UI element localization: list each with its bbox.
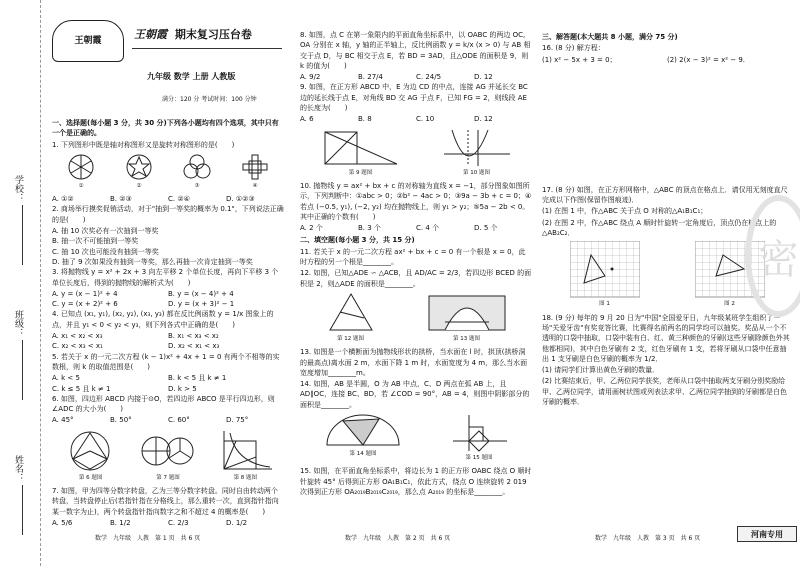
option-c: C. x₂ < x₃ < x₁: [52, 342, 103, 351]
option-a: A. 抽 10 次奖必有一次抽到一等奖: [52, 227, 159, 236]
question-18-part-2: (2) 比赛结束后，甲、乙两位同学获奖，老师从口袋中抽取两支牙刷分别奖励给甲、乙两位同学，请用画树状图或列表法求甲、乙两位同学抽到的牙刷都是白色牙刷的概率．: [542, 377, 787, 407]
brand-name: 王朝霞: [134, 28, 167, 41]
question-1-figures: [52, 153, 284, 191]
question-15: 15. 如图，在平面直角坐标系中，将边长为 1 的正方形 OABC 绕点 O 顺时针旋转 45° 后得到正方形 OA₁B₁C₁，依此方式，绕点 O 连续旋转 2 019 次得到正方形 OA₂₀₁₉B₂₀₁₉C₂₀₁₉，那么点 A₂₀₁₉ 的坐标是________。: [300, 467, 532, 496]
figure-7-caption: 第 7 题图: [156, 474, 180, 481]
question-3-options: [52, 289, 284, 310]
exam-title: [134, 30, 252, 40]
option-c: C. ②④: [168, 195, 190, 204]
option-a: A. 2 个: [300, 224, 323, 233]
figure-6: [63, 429, 118, 483]
question-14: 14. 如图，AB 是半圆，O 为 AB 中点，C、D 两点在弧 AB 上，且 AD∥OC，连接 BC、BD，若 ∠COD = 90°，AB = 4，则图中阴影部分的面积是________。: [300, 380, 530, 409]
option-c: C. 24/5: [416, 73, 442, 82]
figure-9-caption: 第 9 题图: [348, 169, 373, 176]
page-3-footer: 数学 九年级 人教 第 3 页 共 6 页: [595, 535, 701, 542]
figure-1-c: [183, 153, 211, 191]
figures-14-15: [300, 413, 532, 463]
column-1: [52, 20, 284, 528]
question-18: 18. (9 分) 每年的 9 月 20 日为"中国"全国爱牙日，九年级某班学生组织了一场"关爱牙齿"有奖竞答比赛，比赛得名前两名的同学均可以抽奖。奖品从一个不透明的口袋中抽取，口袋中装有白、红、黄三种颜色的牙刷(这些牙刷除颜色外其他都相同)，其中白色牙刷有 2 支，红色牙刷有 1 支，若将牙刷从口袋中任意抽出 1 支牙刷是白色牙刷的概率为 1/2．: [542, 313, 790, 363]
triangle-diagram: [326, 292, 376, 334]
question-1-options: [52, 194, 284, 204]
question-3: 3. 将抛物线 y = x² + 2x + 3 向左平移 2 个单位长度，再向下平移 3 个单位长度后，得到的抛物线的解析式为( ): [52, 268, 279, 287]
question-16: 16. (8 分) 解方程：: [542, 44, 605, 53]
option-a: A. 45°: [52, 416, 74, 425]
figure-8: [218, 429, 273, 483]
figure-6-caption: 第 6 题图: [78, 474, 103, 481]
region-stamp: 河南专用: [737, 526, 797, 542]
spinner-diagram: [140, 429, 195, 473]
page-1-footer: 数学 九年级 人教 第 1 页 共 6 页: [95, 535, 201, 542]
question-9: 9. 如图，在正方形 ABCD 中，E 为边 CD 的中点，连接 AG 并延长交 BC 边的延长线于点 E，对角线 BD 交 AG 于点 F，已知 FG = 2，则线段 AE 的长度为( ): [300, 83, 528, 113]
grid-figure-1-caption: 图 1: [599, 301, 610, 308]
figure-15: [449, 413, 509, 463]
section-3-heading: 三、解答题(本大题共 8 小题，满分 75 分): [542, 33, 678, 41]
question-17-part-2: (2) 在图 2 中，作△ABC 绕点 A 顺时针旋转一定角度后，顶点仍在格点上的△AB₂C₂．: [542, 218, 777, 238]
figure-12: [326, 292, 376, 344]
question-18-part-1: (1) 请同学们计算出黄色牙刷的数量．: [542, 366, 660, 375]
option-b: B. 1/2: [110, 518, 131, 527]
figure-1-c-label: ③: [194, 182, 200, 189]
figure-12-caption: 第 12 题图: [337, 335, 364, 342]
option-a: A. ①②: [52, 195, 74, 204]
question-6-options: [52, 415, 284, 425]
option-b: B. 50°: [110, 416, 132, 425]
question-7-options: [52, 518, 284, 528]
question-8-options: [300, 72, 532, 82]
option-b: B. 3 个: [358, 224, 381, 233]
option-d: D. 75°: [226, 416, 249, 425]
column-2: [300, 30, 532, 498]
figure-14-caption: 第 14 题图: [349, 451, 377, 458]
option-d: D. 5 个: [474, 224, 498, 233]
school-line: [22, 205, 23, 265]
option-c: C. 2/3: [168, 518, 189, 527]
name-line: [22, 485, 23, 535]
option-b: B. ②③: [110, 195, 132, 204]
grid-figure-2-caption: 图 2: [724, 301, 735, 308]
lattice-icon: [241, 153, 269, 181]
class-line: [22, 340, 23, 400]
question-4-options: [52, 331, 284, 352]
question-2: 2. 商场举行摸奖促销活动，对于"抽到一等奖的概率为 0.1"，下列说法正确的是( ): [52, 205, 284, 224]
binding-margin: [0, 0, 41, 566]
page-2-footer: 数学 九年级 人教 第 2 页 共 6 页: [345, 535, 451, 542]
option-a: A. 9/2: [300, 73, 321, 82]
question-9-options: [300, 114, 532, 124]
option-d: D. 12: [474, 115, 493, 124]
section-2-heading: 二、填空题(每小题 3 分，共 15 分): [300, 236, 415, 245]
option-b: B. 27/4: [358, 73, 383, 82]
question-5: 5. 若关于 x 的一元二次方程 (k − 1)x² + 4x + 1 = 0 有两个不相等的实数根，则 k 的取值范围是( ): [52, 352, 280, 371]
option-b: B. k < 5 且 k ≠ 1: [168, 374, 227, 383]
question-16-part-2: (2) 2(x − 3)² = x² − 9.: [667, 55, 746, 64]
figure-1-a: [67, 153, 95, 191]
option-a: A. y = (x − 1)² + 4: [52, 289, 118, 298]
question-10-options: [300, 223, 532, 233]
question-4: 4. 已知点 (x₁, y₁), (x₂, y₂), (x₃, y₃) 都在反比例函数 y = 1/x 图象上的点，并且 y₁ < 0 < y₂ < y₃，则下列各式中正确的是( ): [52, 310, 274, 329]
exam-header: [52, 20, 284, 116]
question-2-options: [52, 226, 284, 267]
figure-10: [442, 128, 512, 178]
question-1: 1. 下列图形中既是轴对称图形又是旋转对称图形的是( ): [52, 140, 235, 149]
option-c: C. 10: [416, 115, 435, 124]
option-c: C. 抽 10 次也可能没有抽到一等奖: [52, 247, 159, 256]
option-d: D. y = (x + 3)² − 1: [168, 300, 235, 309]
figure-1-b-label: ②: [136, 182, 142, 189]
question-7: 7. 如图，甲为四等分数字转盘，乙为三等分数字转盘。同时自由转动两个转盘，当转盘停止后(若指针指在分格线上，那么重转一次，直到指针指向某一数字为止)，两个转盘指针指向数字之和不超过 4 的概率是( ): [52, 487, 279, 516]
star-circle-icon: [125, 153, 153, 181]
option-a: A. x₁ < x₂ < x₃: [52, 332, 103, 341]
grid-triangle-diagram: [570, 241, 640, 299]
trefoil-icon: [183, 153, 211, 181]
square-diagram: [321, 128, 401, 168]
question-16-parts: [542, 55, 792, 65]
question-10: 10. 抛物线 y = ax² + bx + c 的对称轴为直线 x = −1，部分图象如图所示，下列判断中：①abc > 0；②b² − 4ac > 0；③9a − 3b + c = 0；④若点 (−0.5, y₁), (−2, y₂) 均在抛物线上，则 y₁ > y₂；⑤5a − 2b < 0。其中正确的个数有( ): [300, 181, 532, 221]
figures-6-8: [52, 429, 284, 483]
exam-subtitle: 九年级 数学 上册 人教版: [147, 72, 236, 81]
question-11: 11. 若关于 x 的一元二次方程 ax² + bx + c = 0 有一个根是 x = 0，此时方程的另一个根是________。: [300, 247, 526, 267]
figure-1-b: [125, 153, 153, 191]
class-label: 班级：: [13, 310, 23, 337]
option-a: A. k < 5: [52, 374, 80, 383]
arch-bridge-diagram: [427, 292, 507, 334]
parabola-diagram: [442, 128, 512, 168]
question-17: 17. (8 分) 如图，在正方形网格中，△ABC 的顶点在格点上．请仅用无刻度直尺完成以下作图(保留作图痕迹)．: [542, 185, 788, 205]
exam-meta: 满分：120 分 考试时间：100 分钟: [162, 96, 257, 103]
school-label: 学校：: [13, 175, 23, 202]
figures-12-13: [300, 292, 532, 344]
option-d: D. x₂ < x₁ < x₃: [168, 342, 220, 351]
question-12: 12. 如图，已知△ADE ∽ △ACB，且 AD/AC = 2/3，若四边形 BCED 的面积是 2，则△ADE 的面积是________。: [300, 269, 532, 288]
title-rule: [132, 48, 282, 49]
option-d: D. ①②③: [226, 195, 255, 204]
figure-13: [427, 292, 507, 344]
figure-9: [321, 128, 401, 178]
figure-15-caption: 第 15 题图: [465, 455, 493, 462]
option-a: A. 6: [300, 115, 314, 124]
option-a: A. 5/6: [52, 518, 73, 527]
option-d: D. k > 5: [168, 384, 197, 393]
grid-figure-1: [570, 241, 640, 309]
figure-10-caption: 第 10 题图: [463, 169, 490, 176]
question-17-part-1: (1) 在图 1 中，作△ABC 关于点 O 对称的△A₁B₁C₁；: [542, 207, 708, 216]
option-b: B. y = (x − 4)² + 4: [168, 289, 234, 298]
name-label: 姓名：: [13, 455, 23, 482]
question-5-options: [52, 373, 284, 394]
question-13: 13. 如图是一个横断面为抛物线形状的拱桥，当水面在 l 时，拱顶(拱桥洞的最高点)离水面 2 m，水面下降 1 m 时，水面宽度为 4 m，那么当水面宽度增加________m。: [300, 348, 528, 377]
section-1-heading: 一、选择题(每小题 3 分，共 30 分)下列各小题均有四个选项，其中只有一个是正确的。: [52, 119, 279, 138]
answer-space-16: [542, 65, 792, 185]
option-c: C. y = (x + 2)² + 6: [52, 300, 118, 309]
figure-1-d: [241, 153, 269, 191]
figure-13-caption: 第 13 题图: [453, 335, 480, 342]
figure-7: [140, 429, 195, 483]
question-8: 8. 如图，点 C 在第一象限内的平面直角坐标系中，以 OABC 的两边 OC, OA 分别在 x 轴，y 轴的正半轴上，反比例函数 y = k/x (x > 0) 与 AB 相交于点 D，与 BC 相交于点 E，若 BD = 3AD，且△ODE 的面积是 9，则 k 的值为( ): [300, 31, 531, 70]
question-6: 6. 如图，四边形 ABCD 内接于⊙O，若四边形 ABCO 是平行四边形，则∠ADC 的大小为( ): [52, 394, 275, 414]
option-b: B. 抽一次不可能抽到一等奖: [52, 237, 139, 246]
hyperbola-diagram: [218, 429, 273, 473]
figure-14: [323, 413, 403, 463]
exam-name: 期末复习压台卷: [174, 28, 252, 41]
inscribed-quad-diagram: [63, 429, 118, 473]
option-c: C. 4 个: [416, 224, 440, 233]
option-c: C. k ≤ 5 且 k ≠ 1: [52, 384, 111, 393]
logo-emblem: 王朝霞: [52, 20, 124, 62]
figure-1-d-label: ④: [252, 182, 258, 189]
option-b: B. x₁ < x₃ < x₂: [168, 332, 219, 341]
circle-pattern-icon: [67, 153, 95, 181]
semicircle-diagram: [323, 413, 403, 449]
option-d: D. 抽了 9 次如果没有抽到一等奖，那么再抽一次肯定抽到一等奖: [52, 257, 253, 266]
figures-9-10: [300, 128, 532, 178]
option-b: B. 8: [358, 115, 372, 124]
watermark-seal: 密: [745, 195, 800, 317]
option-d: D. 12: [474, 73, 493, 82]
figure-8-caption: 第 8 题图: [233, 474, 258, 481]
option-c: C. 60°: [168, 416, 190, 425]
figure-1-a-label: ①: [78, 182, 84, 189]
option-d: D. 1/2: [226, 518, 248, 527]
question-16-part-1: (1) x² − 5x + 3 = 0；: [542, 55, 617, 64]
rotated-square-diagram: [449, 413, 509, 453]
